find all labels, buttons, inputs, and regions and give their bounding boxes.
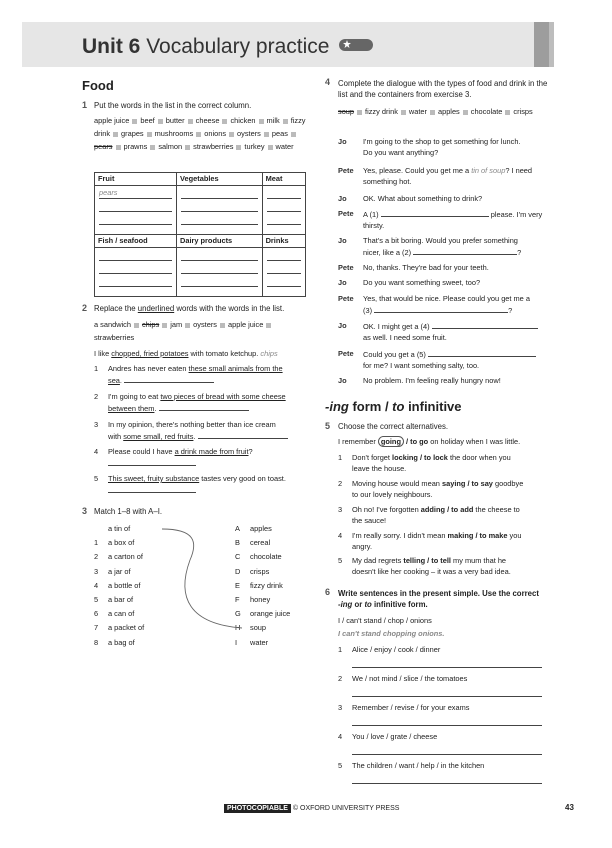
alternatives: saying / to say xyxy=(441,479,493,488)
answer-cell[interactable] xyxy=(177,247,263,296)
item-line: between them. xyxy=(108,403,308,415)
item-number: 4 xyxy=(94,580,99,590)
separator-square xyxy=(150,145,155,150)
table-header: Fish / seafood xyxy=(95,234,177,247)
example-sentence: I like chopped, fried potatoes with tomato ketchup. chips xyxy=(94,349,278,358)
list-word: turkey xyxy=(244,142,265,151)
section-heading-food: Food xyxy=(82,78,114,93)
list-word: butter xyxy=(165,116,185,125)
publisher: © OXFORD UNIVERSITY PRESS xyxy=(292,805,400,812)
exercise-number: 6 xyxy=(325,587,331,597)
line-text: Could you get a (5) for me? I want something salty, too. xyxy=(363,349,558,371)
separator-square xyxy=(264,132,269,137)
item-text: a box of xyxy=(108,538,135,548)
item-letter: F xyxy=(235,595,240,604)
speaker: Pete xyxy=(338,263,354,272)
list-word: apples xyxy=(437,107,460,116)
example-match-line xyxy=(150,520,250,635)
separator-square xyxy=(116,145,121,150)
item-number: 4 xyxy=(94,447,99,456)
list-word: strawberries xyxy=(94,333,135,342)
exercise-number: 5 xyxy=(325,421,331,431)
word-list xyxy=(338,105,548,118)
separator-square xyxy=(113,132,118,137)
list-item xyxy=(338,761,543,787)
example-answer: pears xyxy=(99,187,118,197)
line-text: No, thanks. They're bad for your teeth. xyxy=(363,263,489,272)
item-text: crisps xyxy=(250,566,270,576)
list-word: soup xyxy=(338,107,355,116)
list-word: cheese xyxy=(195,116,220,125)
table-header: Vegetables xyxy=(177,173,263,186)
list-item xyxy=(338,732,543,758)
item-line: In my opinion, there's nothing better than ice cream xyxy=(108,420,276,429)
separator-square xyxy=(185,323,190,328)
list-word: oysters xyxy=(193,320,217,329)
item-text: a carton of xyxy=(108,552,143,562)
separator-square xyxy=(283,119,288,124)
item-text: fizzy drink xyxy=(250,580,283,590)
item-text: You / love / grate / cheese xyxy=(352,732,438,741)
line-text: I'm going to the shop to get something for lunch. Do you want anything? xyxy=(363,137,521,157)
list-word: a sandwich xyxy=(94,320,131,329)
item-letter: A xyxy=(235,524,240,533)
list-word: prawns xyxy=(123,142,148,151)
table-header: Fruit xyxy=(95,173,177,186)
answer-line[interactable] xyxy=(352,783,542,784)
alternatives: making / to make xyxy=(447,531,508,540)
exercise-number: 3 xyxy=(82,506,88,516)
item-text: orange juice xyxy=(250,609,291,619)
unit-label: Unit 6 xyxy=(82,35,141,58)
separator-square xyxy=(162,323,167,328)
sorting-table xyxy=(94,172,306,297)
item-number: 5 xyxy=(338,556,343,565)
list-word: mushrooms xyxy=(154,129,194,138)
list-word: peas xyxy=(271,129,288,138)
item-text: Oh no! I've forgotten adding / to add the cheese to the sauce! xyxy=(352,505,520,525)
list-word: pears xyxy=(94,142,113,151)
speaker: Jo xyxy=(338,376,347,385)
speaker: Jo xyxy=(338,236,347,245)
answer-line[interactable] xyxy=(352,725,542,726)
item-text: a bottle of xyxy=(108,580,141,590)
list-word: fizzy drink xyxy=(94,116,306,138)
answer-cell[interactable] xyxy=(177,185,263,234)
speaker: Jo xyxy=(338,321,347,330)
list-word: salmon xyxy=(158,142,183,151)
line-text: No problem. I'm feeling really hungry now! xyxy=(363,376,501,385)
line-text: OK. What about something to drink? xyxy=(363,194,483,203)
item-line xyxy=(108,485,308,497)
exercise-instruction: Replace the underlined words with the words in the list. xyxy=(94,304,285,313)
list-item xyxy=(338,674,543,700)
separator-square xyxy=(134,323,139,328)
list-word: chicken xyxy=(230,116,256,125)
separator-square xyxy=(222,119,227,124)
list-word: apple juice xyxy=(94,116,130,125)
item-number: 4 xyxy=(338,732,343,741)
separator-square xyxy=(291,132,296,137)
item-number: 5 xyxy=(338,761,343,770)
answer-line[interactable] xyxy=(428,349,536,357)
item-number: 1 xyxy=(94,364,99,373)
list-word: apple juice xyxy=(228,320,264,329)
answer-cell[interactable] xyxy=(262,247,305,296)
photocopiable-badge: PHOTOCOPIABLE xyxy=(224,804,291,813)
list-word: chocolate xyxy=(470,107,503,116)
item-text: a jar of xyxy=(108,566,131,576)
answer-line[interactable] xyxy=(374,305,508,313)
item-number: 1 xyxy=(338,453,343,462)
item-number: 2 xyxy=(338,674,343,683)
item-number: 5 xyxy=(94,474,99,483)
item-number: 5 xyxy=(94,595,99,604)
item-line: with some small, red fruits. xyxy=(108,431,308,443)
item-text: a packet of xyxy=(108,623,145,633)
speaker: Pete xyxy=(338,209,354,218)
list-word: fizzy drink xyxy=(365,107,398,116)
item-text xyxy=(108,447,308,469)
title-label: Vocabulary practice xyxy=(146,35,330,58)
item-number: 3 xyxy=(94,566,99,576)
item-text: cereal xyxy=(250,538,271,548)
separator-square xyxy=(259,119,264,124)
line-text: That's a bit boring. Would you prefer something nicer, like a (2) ? xyxy=(363,236,522,257)
list-word: jam xyxy=(170,320,183,329)
section-heading-grammar: -ing form / to infinitive xyxy=(325,399,462,414)
list-item xyxy=(338,645,543,671)
table-header: Drinks xyxy=(262,234,305,247)
example-prompt: I / can't stand / chop / onions xyxy=(338,616,432,625)
answer-line[interactable] xyxy=(108,485,196,493)
separator-square xyxy=(147,132,152,137)
item-text: I'm really sorry. I didn't mean making / to make you angry. xyxy=(352,531,522,551)
header-tab-edge xyxy=(549,22,554,67)
item-text xyxy=(108,364,308,386)
line-text: Do you want something sweet, too? xyxy=(363,278,481,287)
answer-cell[interactable] xyxy=(95,185,177,234)
item-text xyxy=(108,392,308,414)
separator-square xyxy=(220,323,225,328)
item-letter: H xyxy=(235,623,241,633)
item-number: 7 xyxy=(94,623,99,633)
item-text: Alice / enjoy / cook / dinner xyxy=(352,645,441,654)
list-word: chips xyxy=(141,320,160,329)
item-text: a can of xyxy=(108,609,135,619)
item-text: Don't forget locking / to lock the door when you leave the house. xyxy=(352,453,511,473)
exercise-instruction: Complete the dialogue with the types of food and drink in the list and the containers from exercise 3. xyxy=(338,79,548,99)
exercise-instruction: Write sentences in the present simple. Use the correct -ing or to infinitive form. xyxy=(338,589,539,609)
speaker: Pete xyxy=(338,166,354,175)
item-line: This sweet, fruity substance tastes very good on toast. xyxy=(108,474,286,483)
separator-square xyxy=(505,110,510,115)
footer xyxy=(224,804,399,813)
circled-answer: going xyxy=(378,436,404,447)
exercise-number: 4 xyxy=(325,77,331,87)
speaker: Pete xyxy=(338,294,354,303)
item-number: 8 xyxy=(94,637,99,647)
separator-square xyxy=(463,110,468,115)
item-text: chocolate xyxy=(250,552,282,562)
list-word: grapes xyxy=(121,129,144,138)
item-text: Moving house would mean saying / to say goodbye to our lovely neighbours. xyxy=(352,479,524,499)
speaker: Jo xyxy=(338,137,347,146)
item-text xyxy=(108,420,308,442)
item-number: 3 xyxy=(338,505,343,514)
item-line: Please could I have a drink made from fruit? xyxy=(108,447,253,456)
word-list xyxy=(94,114,308,153)
item-number: 2 xyxy=(94,552,99,562)
separator-square xyxy=(236,145,241,150)
item-text: a bar of xyxy=(108,595,134,604)
item-text: soup xyxy=(250,623,267,633)
item-letter: C xyxy=(235,552,241,562)
item-line xyxy=(108,458,308,470)
item-letter: D xyxy=(235,566,241,576)
example-answer: I can't stand chopping onions. xyxy=(338,629,445,638)
answer-line[interactable] xyxy=(198,431,288,439)
answer-line[interactable] xyxy=(352,667,542,668)
list-word: beef xyxy=(140,116,155,125)
item-text: Remember / revise / for your exams xyxy=(352,703,470,712)
item-letter: I xyxy=(235,637,238,647)
item-text: We / not mind / slice / the tomatoes xyxy=(352,674,468,683)
page-title xyxy=(82,33,373,61)
item-line: I'm going to eat two pieces of bread with some cheese xyxy=(108,392,286,401)
alternatives: adding / to add xyxy=(420,505,474,514)
list-word: onions xyxy=(204,129,227,138)
separator-square xyxy=(268,145,273,150)
answer-line[interactable] xyxy=(413,247,517,255)
separator-square xyxy=(132,119,137,124)
item-number: 2 xyxy=(94,392,99,401)
page-number: 43 xyxy=(565,803,574,812)
exercise-number: 1 xyxy=(82,100,88,110)
answer-cell[interactable] xyxy=(95,247,177,296)
separator-square xyxy=(229,132,234,137)
list-word: milk xyxy=(266,116,280,125)
list-word: water xyxy=(408,107,427,116)
separator-square xyxy=(188,119,193,124)
item-number: 4 xyxy=(338,531,343,540)
item-number: 2 xyxy=(338,479,343,488)
item-number: 1 xyxy=(338,645,343,654)
answer-line[interactable] xyxy=(159,403,249,411)
exercise-instruction: Put the words in the list in the correct column. xyxy=(94,101,252,110)
alternatives: locking / to lock xyxy=(392,453,448,462)
list-word: crisps xyxy=(513,107,533,116)
item-number: 3 xyxy=(338,703,343,712)
answer-line[interactable] xyxy=(352,696,542,697)
separator-square xyxy=(430,110,435,115)
exercise-instruction: Choose the correct alternatives. xyxy=(338,422,449,431)
list-item xyxy=(338,703,543,729)
separator-square xyxy=(401,110,406,115)
star-icon xyxy=(339,39,373,51)
item-number: 1 xyxy=(94,538,99,548)
answer-line[interactable] xyxy=(108,458,196,466)
word-list xyxy=(94,318,304,344)
line-text: A (1) please. I'm very thirsty. xyxy=(363,210,543,230)
line-text: Yes, that would be nice. Please could you get me a (3) ? xyxy=(363,294,530,315)
item-line: Andres has never eaten these small animals from the xyxy=(108,364,283,373)
answer-line[interactable] xyxy=(432,321,538,329)
item-text: My dad regrets telling / to tell my mum that he doesn't like her cooking – it was a very bad idea. xyxy=(352,556,511,576)
separator-square xyxy=(266,323,271,328)
separator-square xyxy=(196,132,201,137)
item-text: The children / want / help / in the kitchen xyxy=(352,761,485,770)
item-letter: E xyxy=(235,580,240,590)
separator-square xyxy=(357,110,362,115)
item-text: a bag of xyxy=(108,637,135,647)
item-text: water xyxy=(250,637,269,647)
answer-line[interactable] xyxy=(124,375,214,383)
item-letter: G xyxy=(235,609,241,619)
separator-square xyxy=(158,119,163,124)
item-text: honey xyxy=(250,595,271,604)
list-word: water xyxy=(275,142,294,151)
example-answer: tin of soup xyxy=(471,166,506,175)
example-sentence: I remember going / to go on holiday when I was little. xyxy=(338,437,521,446)
item-number: 6 xyxy=(94,609,99,619)
table-header: Dairy products xyxy=(177,234,263,247)
answer-cell[interactable] xyxy=(262,185,305,234)
item-number: 3 xyxy=(94,420,99,429)
line-text: OK. I might get a (4) as well. I need some fruit. xyxy=(363,321,558,343)
item-line: sea. xyxy=(108,375,308,387)
item-text: a tin of xyxy=(108,524,131,533)
line-text: Yes, please. Could you get me a tin of soup? I need something hot. xyxy=(363,166,533,186)
separator-square xyxy=(185,145,190,150)
answer-line[interactable] xyxy=(352,754,542,755)
speaker: Pete xyxy=(338,349,354,358)
list-word: oysters xyxy=(237,129,261,138)
item-text xyxy=(108,474,308,496)
list-word: strawberries xyxy=(193,142,234,151)
item-letter: B xyxy=(235,538,240,548)
item-text: apples xyxy=(250,524,272,533)
answer-line[interactable] xyxy=(381,209,489,217)
alternatives: telling / to tell xyxy=(403,556,451,565)
table-header: Meat xyxy=(262,173,305,186)
exercise-instruction: Match 1–8 with A–I. xyxy=(94,507,163,516)
speaker: Jo xyxy=(338,278,347,287)
exercise-number: 2 xyxy=(82,303,88,313)
speaker: Jo xyxy=(338,194,347,203)
